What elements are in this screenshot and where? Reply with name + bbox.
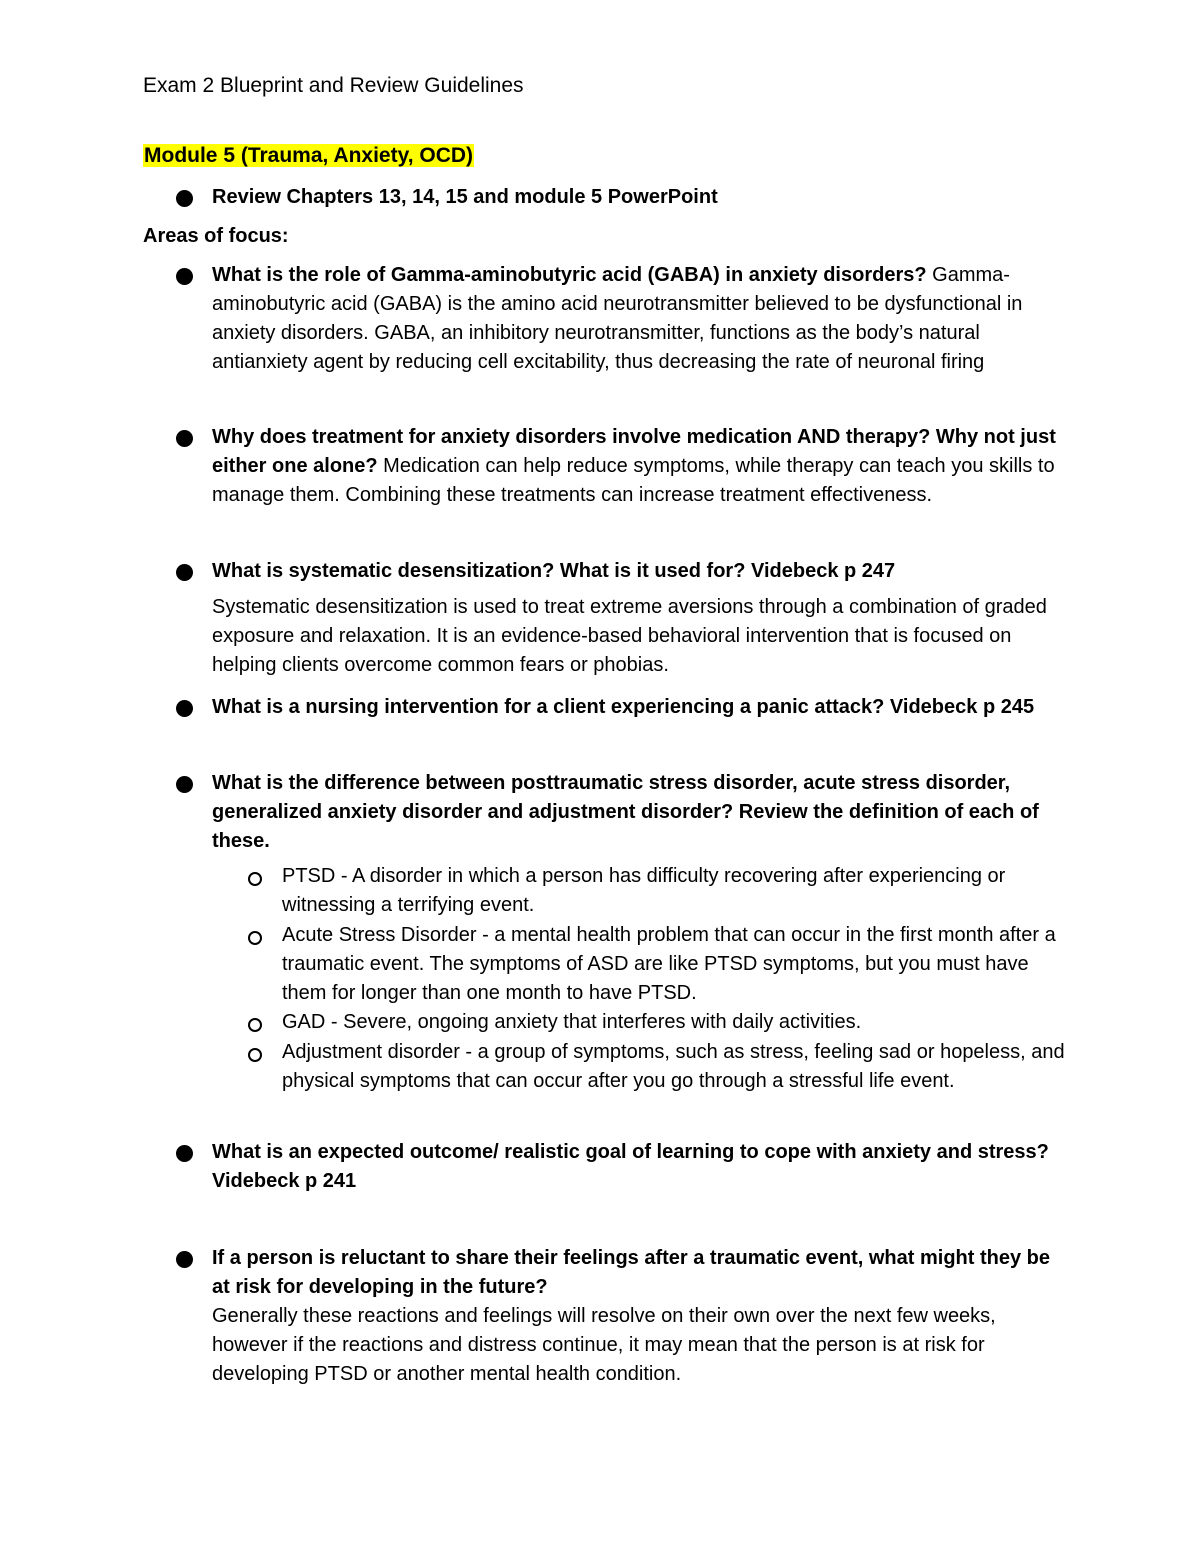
question-item-reluctant [212, 1244, 1072, 1389]
review-item [212, 183, 1072, 212]
answer-text: Generally these reactions and feelings will resolve on their own over the next few weeks, however if the reactions and distress continue, it may mean that the person is at risk for developing PTSD or another mental health condition. [212, 1305, 996, 1385]
question-text: What is the difference between posttraumatic stress disorder, acute stress disorder, generalized anxiety disorder and adjustment disorder? Review the definition of each of these. [212, 772, 1039, 852]
question-text: Why does treatment for anxiety disorders involve medication AND therapy? Why not just either one alone? [212, 426, 1056, 477]
document-title: Exam 2 Blueprint and Review Guidelines [143, 74, 524, 97]
bullet-icon [176, 564, 193, 581]
sub-item-adjustment: Adjustment disorder - a group of symptoms, such as stress, feeling sad or hopeless, and physical symptoms that can occur after you go through a stressful life event. [282, 1041, 1065, 1092]
question-text: What is the role of Gamma-aminobutyric acid (GABA) in anxiety disorders? [212, 264, 927, 286]
answer-text: Systematic desensitization is used to treat extreme aversions through a combination of graded exposure and relaxation. It is an evidence-based behavioral intervention that is focused on helping clients overcome common fears or phobias. [212, 596, 1047, 676]
bullet-icon [176, 700, 193, 717]
question-item-treatment [212, 423, 1072, 510]
question-text: If a person is reluctant to share their feelings after a traumatic event, what might they be at risk for developing in the future? [212, 1247, 1050, 1298]
question-text: What is systematic desensitization? What is it used for? Videbeck p 247 [212, 560, 896, 582]
question-item-expected-outcome [212, 1138, 1072, 1196]
circle-bullet-icon [248, 1048, 262, 1062]
answer-text: Medication can help reduce symptoms, while therapy can teach you skills to manage them. Combining these treatments can increase treatment effectiveness. [212, 455, 1055, 506]
bullet-icon [176, 268, 193, 285]
bullet-icon [176, 430, 193, 447]
review-item-text: Review Chapters 13, 14, 15 and module 5 PowerPoint [212, 186, 718, 208]
sub-item-gad: GAD - Severe, ongoing anxiety that interferes with daily activities. [282, 1011, 862, 1033]
question-item-disorder-differences [212, 769, 1072, 856]
answer-text: Gamma-aminobutyric acid (GABA) is the amino acid neurotransmitter believed to be dysfunctional in anxiety disorders. GABA, an inhibitory neurotransmitter, functions as the body’s natural antianxiety agent by reducing cell excitability, thus decreasing the rate of neuronal firing [212, 264, 1023, 373]
bullet-icon [176, 1145, 193, 1162]
circle-bullet-icon [248, 872, 262, 886]
question-text: What is an expected outcome/ realistic goal of learning to cope with anxiety and stress? Videbeck p 241 [212, 1141, 1049, 1192]
circle-bullet-icon [248, 931, 262, 945]
question-text: What is a nursing intervention for a client experiencing a panic attack? Videbeck p 245 [212, 696, 1035, 718]
question-item-gaba [212, 261, 1072, 377]
question-item-desensitization [212, 557, 1072, 680]
sub-item-asd: Acute Stress Disorder - a mental health problem that can occur in the first month after a traumatic event. The symptoms of ASD are like PTSD symptoms, but you must have them for longer than one month to have PTSD. [282, 924, 1056, 1004]
bullet-icon [176, 776, 193, 793]
areas-of-focus-label: Areas of focus: [143, 225, 289, 247]
sub-item-ptsd: PTSD - A disorder in which a person has difficulty recovering after experiencing or witnessing a terrifying event. [282, 865, 1006, 916]
bullet-icon [176, 1251, 193, 1268]
circle-bullet-icon [248, 1018, 262, 1032]
question-item-panic-attack [212, 693, 1072, 722]
module-heading [143, 142, 474, 170]
bullet-icon [176, 190, 193, 207]
module-heading-highlight: Module 5 (Trauma, Anxiety, OCD) [144, 144, 474, 167]
